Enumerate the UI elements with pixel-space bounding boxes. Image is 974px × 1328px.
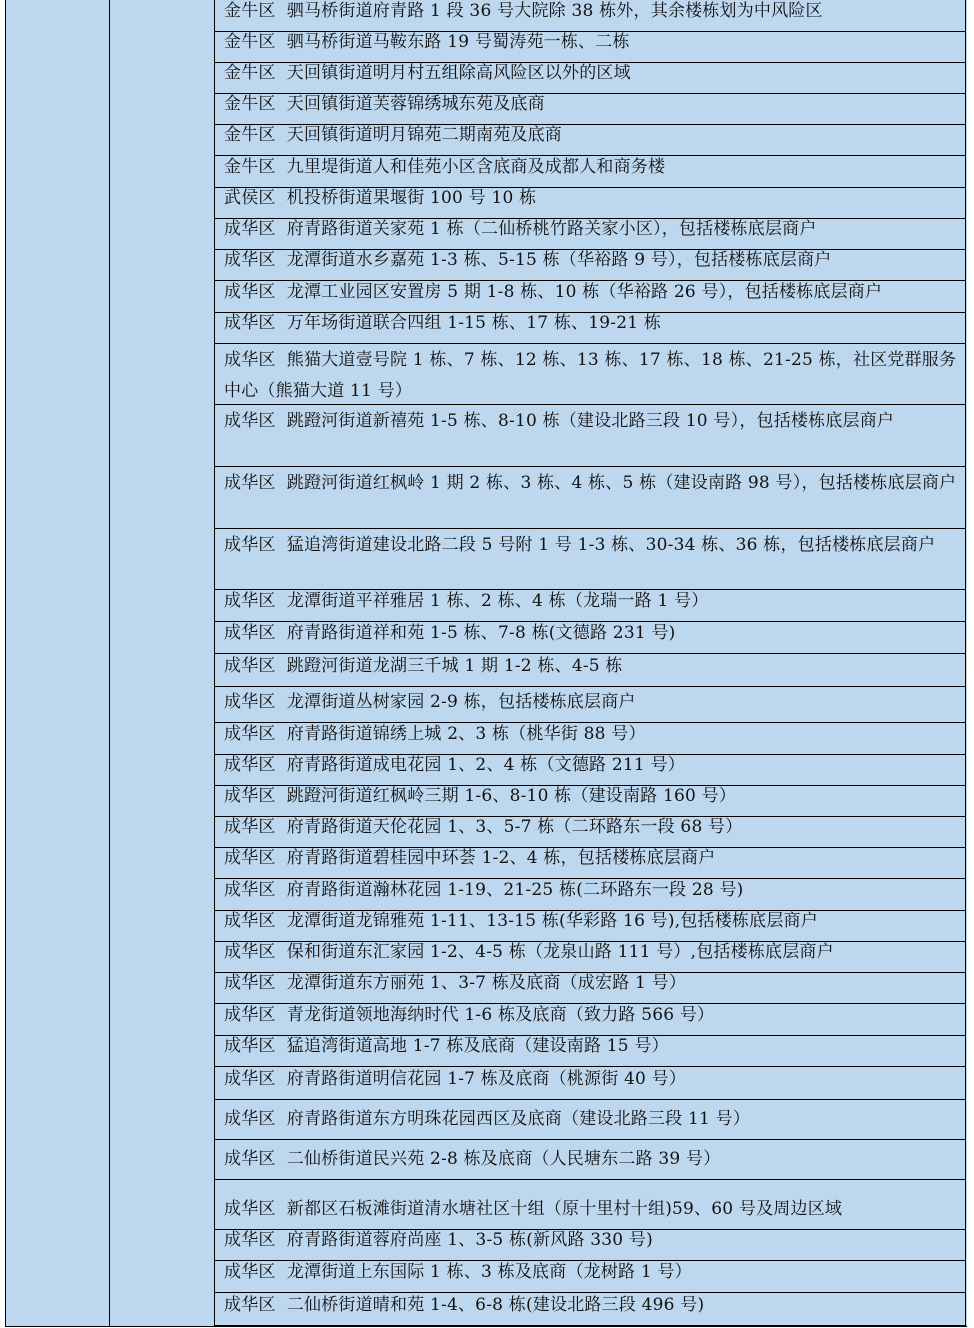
- row-text: 成华区 府青路街道祥和苑 1-5 栋、7-8 栋(文德路 231 号): [224, 623, 676, 643]
- table-row: [214, 1067, 966, 1100]
- table-column-empty-2: [110, 0, 215, 1326]
- row-text: 武侯区 机投桥街道果堰街 100 号 10 栋: [224, 188, 537, 208]
- row-text: 成华区 猛追湾街道高地 1-7 栋及底商（建设南路 15 号）: [224, 1036, 669, 1056]
- row-text: 成华区 府青路街道成电花园 1、2、4 栋（文德路 211 号）: [224, 755, 685, 775]
- page-edge-mark: [966, 632, 974, 687]
- table-row: [214, 1293, 966, 1326]
- row-text: 金牛区 天回镇街道明月村五组除高风险区以外的区域: [224, 63, 631, 83]
- row-text: 成华区 府青路街道东方明珠花园西区及底商（建设北路三段 11 号）: [224, 1109, 751, 1129]
- table-row: [214, 1140, 966, 1180]
- row-text: 成华区 府青路街道碧桂园中环荟 1-2、4 栋，包括楼栋底层商户: [224, 848, 716, 868]
- row-text: 成华区 府青路街道明信花园 1-7 栋及底商（桃源街 40 号）: [224, 1069, 687, 1089]
- row-text: 成华区 二仙桥街道民兴苑 2-8 栋及底商（人民塘东二路 39 号）: [224, 1149, 721, 1169]
- row-text: 成华区 保和街道东汇家园 1-2、4-5 栋（龙泉山路 111 号）,包括楼栋底层商户: [224, 942, 834, 962]
- row-text: 成华区 府青路街道瀚林花园 1-19、21-25 栋(二环路东一段 28 号): [224, 880, 744, 900]
- row-text: 成华区 龙潭街道上东国际 1 栋、3 栋及底商（龙树路 1 号）: [224, 1262, 692, 1282]
- table-row: [214, 1100, 966, 1140]
- row-text: 成华区 万年场街道联合四组 1-15 栋、17 栋、19-21 栋: [224, 313, 662, 333]
- row-text: 成华区 府青路街道关家苑 1 栋（二仙桥桃竹路关家小区），包括楼栋底层商户: [224, 219, 817, 239]
- row-text: 金牛区 天回镇街道明月锦苑二期南苑及底商: [224, 125, 563, 145]
- row-text: 成华区 龙潭街道水乡嘉苑 1-3 栋、5-15 栋（华裕路 9 号），包括楼栋底层商户: [224, 250, 832, 270]
- table-row: [214, 622, 966, 654]
- row-text: 成华区 龙潭街道平祥雅居 1 栋、2 栋、4 栋（龙瑞一路 1 号）: [224, 591, 709, 611]
- row-text: 成华区 猛追湾街道建设北路二段 5 号附 1 号 1-3 栋、30-34 栋、36 栋，包括楼栋底层商户: [224, 535, 936, 555]
- row-text: 成华区 府青路街道蓉府尚座 1、3-5 栋(新风路 330 号): [224, 1230, 653, 1250]
- row-text: 金牛区 驷马桥街道府青路 1 段 36 号大院除 38 栋外，其余楼栋划为中风险区: [224, 1, 823, 21]
- table-row: [214, 654, 966, 687]
- table-row: [214, 313, 966, 344]
- table-row: [214, 344, 966, 405]
- row-text: 金牛区 九里堤街道人和佳苑小区含底商及成都人和商务楼: [224, 157, 666, 177]
- table-row: [214, 1261, 966, 1293]
- table-row: [214, 529, 966, 590]
- row-text: 金牛区 驷马桥街道马鞍东路 19 号蜀涛苑一栋、二栋: [224, 32, 630, 52]
- row-text: 成华区 熊猫大道壹号院 1 栋、7 栋、12 栋、13 栋、17 栋、18 栋、21-25 栋，社区党群服务中心（熊猫大道 11 号）: [224, 350, 957, 401]
- row-text: 成华区 龙潭街道龙锦雅苑 1-11、13-15 栋(华彩路 16 号),包括楼栋底层商户: [224, 911, 818, 931]
- row-text: 金牛区 天回镇街道芙蓉锦绣城东苑及底商: [224, 94, 545, 114]
- row-text: 成华区 跳蹬河街道红枫岭 1 期 2 栋、3 栋、4 栋、5 栋（建设南路 98 号），包括楼栋底层商户: [224, 473, 957, 493]
- row-text: 成华区 青龙街道领地海纳时代 1-6 栋及底商（致力路 566 号）: [224, 1005, 715, 1025]
- table-row: [214, 467, 966, 529]
- table-column-empty-1: [5, 0, 110, 1326]
- row-text: 成华区 新都区石板滩街道清水塘社区十组（原十里村十组)59、60 号及周边区域: [224, 1199, 843, 1219]
- row-text: 成华区 府青路街道锦绣上城 2、3 栋（桃华街 88 号）: [224, 724, 646, 744]
- row-text: 成华区 龙潭街道东方丽苑 1、3-7 栋及底商（成宏路 1 号）: [224, 973, 687, 993]
- table-row: [214, 1036, 966, 1067]
- row-text: 成华区 跳蹬河街道红枫岭三期 1-6、8-10 栋（建设南路 160 号）: [224, 786, 737, 806]
- row-text: 成华区 跳蹬河街道龙湖三千城 1 期 1-2 栋、4-5 栋: [224, 656, 623, 676]
- row-text: 成华区 龙潭工业园区安置房 5 期 1-8 栋、10 栋（华裕路 26 号），包括楼栋底层商户: [224, 282, 883, 302]
- row-text: 成华区 府青路街道天伦花园 1、3、5-7 栋（二环路东一段 68 号）: [224, 817, 743, 837]
- row-text: 成华区 二仙桥街道晴和苑 1-4、6-8 栋(建设北路三段 496 号): [224, 1295, 705, 1315]
- row-text: 成华区 跳蹬河街道新禧苑 1-5 栋、8-10 栋（建设北路三段 10 号），包括楼栋底层商户: [224, 411, 895, 431]
- row-text: 成华区 龙潭街道丛树家园 2-9 栋，包括楼栋底层商户: [224, 692, 636, 712]
- table-row: [214, 687, 966, 723]
- table-row: [214, 1180, 966, 1230]
- table-row: [214, 405, 966, 467]
